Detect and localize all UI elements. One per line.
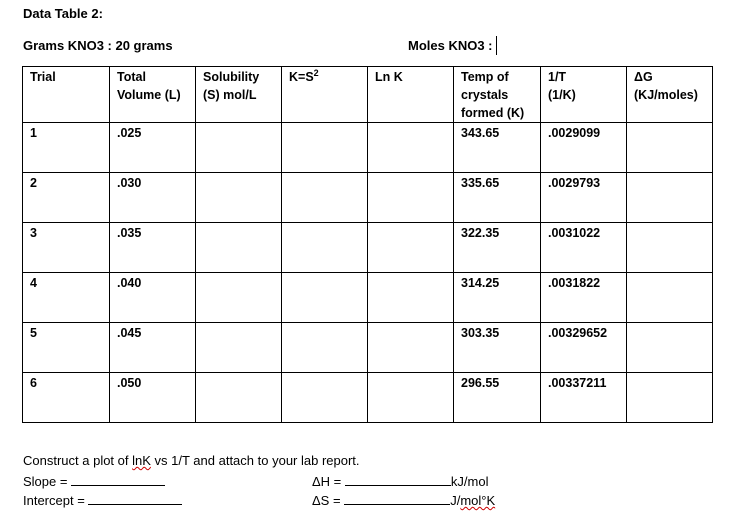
cell-k (282, 273, 368, 323)
cell-trial: 4 (23, 273, 110, 323)
cell-trial: 2 (23, 173, 110, 223)
plot-instruction: Construct a plot of lnK vs 1/T and attach to your lab report. (23, 453, 360, 468)
intercept-blank[interactable] (88, 492, 182, 505)
cell-solubility (196, 123, 282, 173)
cell-temp: 296.55 (454, 373, 541, 423)
cell-delta-g (627, 323, 713, 373)
cell-k (282, 123, 368, 173)
header-solubility: Solubility (S) mol/L (196, 67, 282, 123)
cell-temp: 335.65 (454, 173, 541, 223)
cell-ln-k (368, 323, 454, 373)
cell-temp: 303.35 (454, 323, 541, 373)
data-table (22, 66, 713, 423)
cell-delta-g (627, 373, 713, 423)
cell-solubility (196, 223, 282, 273)
cell-volume: .045 (110, 323, 196, 373)
header-temp: Temp of crystals formed (K) (454, 67, 541, 123)
cell-trial: 5 (23, 323, 110, 373)
table-row (23, 273, 713, 323)
table-row (23, 173, 713, 223)
cell-trial: 6 (23, 373, 110, 423)
header-k: $K=S^2$ (282, 67, 368, 123)
cell-ln-k (368, 373, 454, 423)
intercept-line: Intercept = (23, 492, 182, 508)
moles-kno3-label: Moles KNO3 : (408, 38, 493, 53)
cell-delta-g (627, 123, 713, 173)
cell-k (282, 173, 368, 223)
cell-solubility (196, 273, 282, 323)
cell-inverse-t: .0029793 (541, 173, 627, 223)
cell-solubility (196, 373, 282, 423)
delta-h-line: ΔH = kJ/mol (312, 474, 489, 489)
delta-s-line: ΔS = J/mol°K (312, 493, 496, 508)
cell-inverse-t: .0029099 (541, 123, 627, 173)
text-cursor (496, 36, 497, 55)
slope-line: Slope = (23, 473, 165, 489)
cell-delta-g (627, 273, 713, 323)
grams-kno3-label: Grams KNO3 : 20 grams (23, 38, 173, 53)
page-title: Data Table 2: (23, 6, 103, 21)
cell-trial: 1 (23, 123, 110, 173)
table-row (23, 323, 713, 373)
table-row (23, 223, 713, 273)
cell-temp: 314.25 (454, 273, 541, 323)
table-row (23, 123, 713, 173)
cell-ln-k (368, 123, 454, 173)
cell-temp: 343.65 (454, 123, 541, 173)
cell-delta-g (627, 173, 713, 223)
cell-inverse-t: .0031822 (541, 273, 627, 323)
header-delta-g: ΔG (KJ/moles) (627, 67, 713, 123)
cell-trial: 3 (23, 223, 110, 273)
cell-k (282, 373, 368, 423)
header-inverse-t: 1/T (1/K) (541, 67, 627, 123)
delta-h-blank[interactable] (345, 473, 451, 486)
cell-temp: 322.35 (454, 223, 541, 273)
header-total-volume: Total Volume (L) (110, 67, 196, 123)
table-row (23, 373, 713, 423)
cell-volume: .030 (110, 173, 196, 223)
cell-k (282, 323, 368, 373)
cell-volume: .035 (110, 223, 196, 273)
cell-solubility (196, 173, 282, 223)
cell-inverse-t: .0031022 (541, 223, 627, 273)
header-row (23, 67, 713, 123)
cell-ln-k (368, 173, 454, 223)
cell-delta-g (627, 223, 713, 273)
header-trial: Trial (23, 67, 110, 123)
cell-ln-k (368, 273, 454, 323)
cell-inverse-t: .00337211 (541, 373, 627, 423)
delta-s-blank[interactable] (344, 492, 450, 505)
cell-k (282, 223, 368, 273)
cell-ln-k (368, 223, 454, 273)
cell-solubility (196, 323, 282, 373)
cell-volume: .040 (110, 273, 196, 323)
slope-blank[interactable] (71, 473, 165, 486)
cell-inverse-t: .00329652 (541, 323, 627, 373)
cell-volume: .050 (110, 373, 196, 423)
cell-volume: .025 (110, 123, 196, 173)
header-ln-k: Ln K (368, 67, 454, 123)
